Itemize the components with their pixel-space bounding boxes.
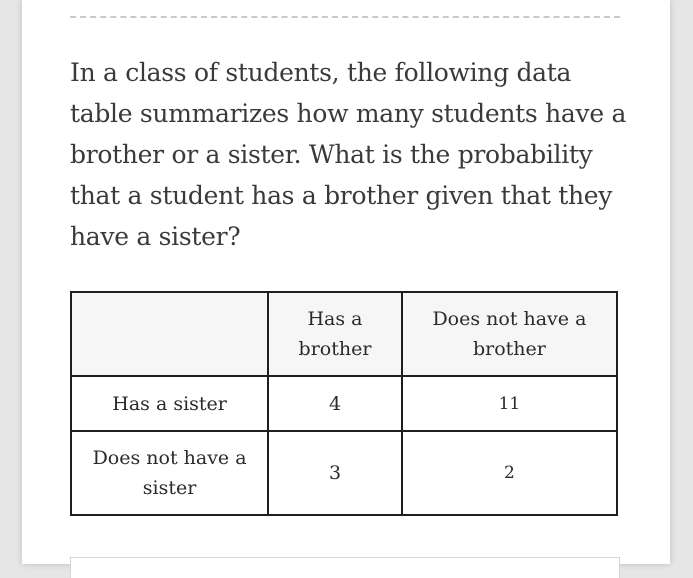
question-card bbox=[22, 0, 670, 564]
table-header-row bbox=[71, 292, 617, 376]
header-no-brother: Does not have a brother bbox=[402, 292, 617, 376]
dashed-divider bbox=[70, 16, 620, 18]
row-label-has-sister: Has a sister bbox=[71, 376, 268, 431]
table-row bbox=[71, 376, 617, 431]
table-corner-cell bbox=[71, 292, 268, 376]
data-table bbox=[70, 291, 618, 516]
cell-sister-no-brother: 11 bbox=[402, 376, 617, 431]
question-text: In a class of students, the following data table summarizes how many students have a brother or a sister. What is the probability that a student has a brother given that they have a sister? bbox=[70, 58, 627, 251]
row-label-no-sister: Does not have a sister bbox=[71, 431, 268, 515]
header-has-brother: Has a brother bbox=[268, 292, 402, 376]
cell-no-sister-no-brother: 2 bbox=[402, 431, 617, 515]
next-answer-box bbox=[70, 557, 620, 578]
cell-sister-brother: 4 bbox=[268, 376, 402, 431]
table-row bbox=[71, 431, 617, 515]
cell-no-sister-brother: 3 bbox=[268, 431, 402, 515]
